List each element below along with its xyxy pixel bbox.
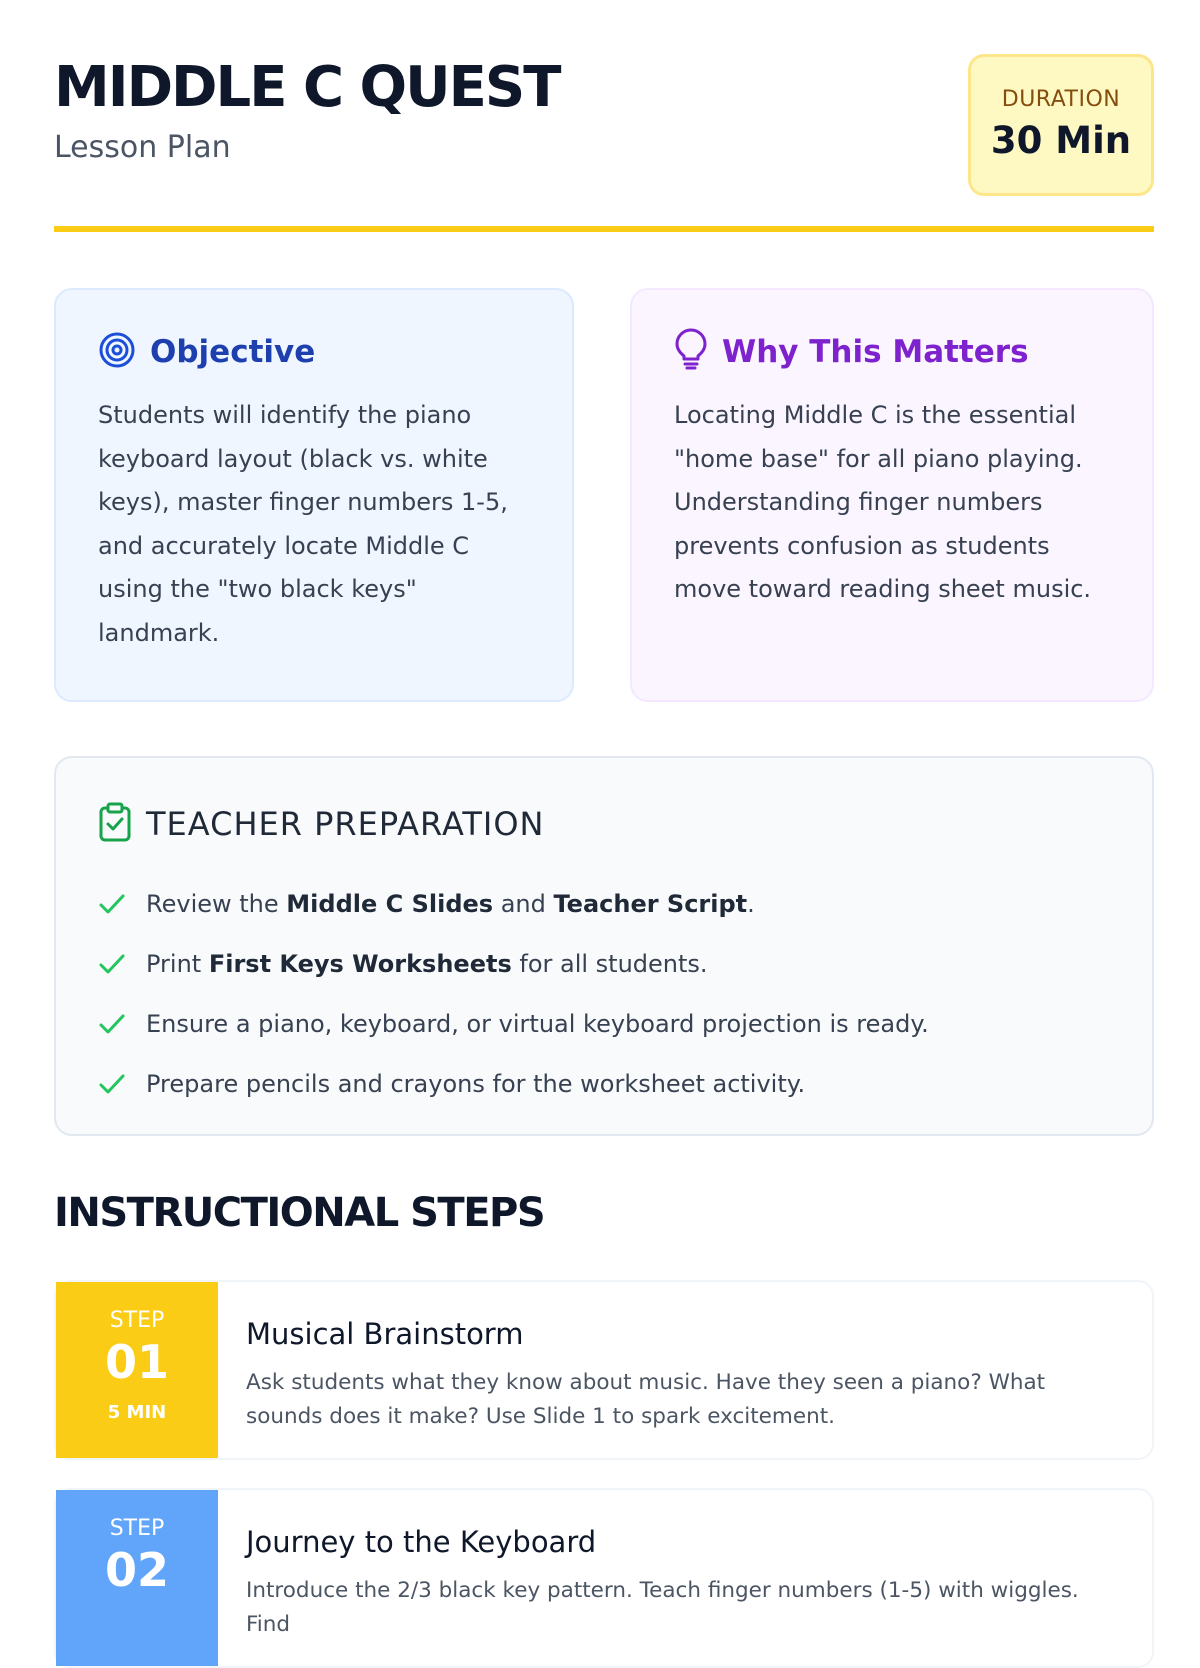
prep-text-bold: First Keys Worksheets <box>208 950 512 978</box>
prep-text-part: . <box>747 890 755 918</box>
duration-label: DURATION <box>1001 87 1121 112</box>
check-icon <box>98 1072 126 1096</box>
prep-item-text: Prepare pencils and crayons for the worksheet activity. <box>146 1070 806 1098</box>
step-title: Musical Brainstorm <box>246 1317 524 1351</box>
step-card <box>54 1280 1154 1460</box>
info-cards <box>54 288 1154 702</box>
prep-checklist <box>98 874 1112 1114</box>
prep-text-bold: Teacher Script <box>553 890 748 918</box>
page-subtitle: Lesson Plan <box>54 130 231 165</box>
prep-text-part: and <box>493 890 554 918</box>
step-badge <box>56 1490 218 1666</box>
step-duration: 5 MIN <box>107 1402 167 1423</box>
prep-item-text <box>146 890 755 918</box>
step-badge <box>56 1282 218 1458</box>
clipboard-check-icon <box>98 802 132 846</box>
check-icon <box>98 1012 126 1036</box>
prep-text-part: for all students. <box>511 950 708 978</box>
prep-item <box>98 1054 1112 1114</box>
objective-title: Objective <box>150 334 316 370</box>
step-card <box>54 1488 1154 1668</box>
objective-text: Students will identify the piano keyboard layout (black vs. white keys), master finger numbers 1-5, and accurately locate Middle C using the "two black keys" landmark. <box>98 401 508 647</box>
prep-text-part: Review the <box>146 890 287 918</box>
prep-item <box>98 874 1112 934</box>
lightbulb-icon <box>674 330 708 374</box>
prep-header <box>98 802 1112 846</box>
prep-item-text: Ensure a piano, keyboard, or virtual keyboard projection is ready. <box>146 1010 929 1038</box>
duration-badge <box>968 54 1154 196</box>
check-icon <box>98 892 126 916</box>
step-description: Introduce the 2/3 black key pattern. Teach finger numbers (1-5) with wiggles. Find <box>246 1578 1079 1637</box>
why-card <box>630 288 1154 702</box>
prep-item <box>98 994 1112 1054</box>
why-header <box>674 330 1112 374</box>
step-content <box>246 1524 1116 1642</box>
step-label: STEP <box>109 1308 165 1333</box>
step-number: 01 <box>104 1335 169 1389</box>
prep-text-part: Print <box>146 950 209 978</box>
prep-item-text <box>146 950 708 978</box>
duration-value: 30 Min <box>990 119 1132 162</box>
check-icon <box>98 952 126 976</box>
page-header <box>54 0 1154 232</box>
header-divider <box>54 226 1154 232</box>
step-label: STEP <box>109 1516 165 1541</box>
step-number: 02 <box>104 1543 169 1597</box>
step-title: Journey to the Keyboard <box>246 1525 597 1559</box>
objective-card <box>54 288 574 702</box>
why-title: Why This Matters <box>722 334 1029 370</box>
prep-text-bold: Middle C Slides <box>286 890 494 918</box>
steps-heading: INSTRUCTIONAL STEPS <box>54 1190 545 1236</box>
prep-title: TEACHER PREPARATION <box>146 805 545 843</box>
teacher-prep-card <box>54 756 1154 1136</box>
why-text: Locating Middle C is the essential "home base" for all piano playing. Understanding finger numbers prevents confusion as students move toward reading sheet music. <box>674 401 1092 603</box>
page-title: MIDDLE C QUEST <box>54 55 560 120</box>
objective-header <box>98 330 532 374</box>
step-description: Ask students what they know about music. Have they seen a piano? What sounds does it make? Use Slide 1 to spark excitement. <box>246 1370 1046 1429</box>
prep-item <box>98 934 1112 994</box>
target-icon <box>98 331 136 373</box>
step-content <box>246 1316 1116 1434</box>
